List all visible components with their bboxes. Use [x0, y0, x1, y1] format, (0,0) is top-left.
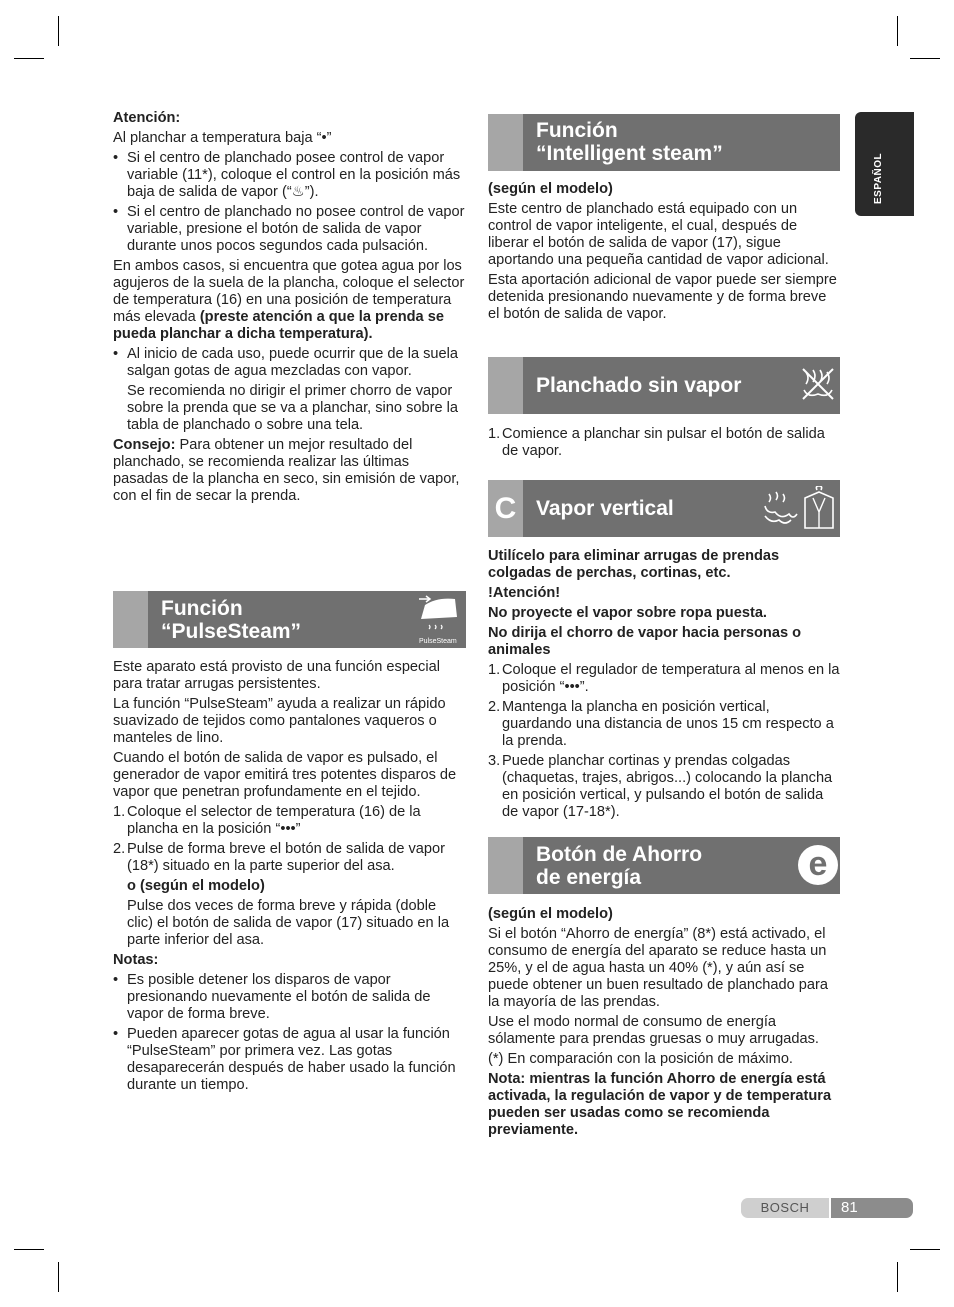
crop-mark	[14, 58, 44, 59]
language-tab-label: ESPAÑOL	[873, 152, 884, 204]
header-tab	[488, 357, 523, 414]
ahorro-energia-header	[488, 837, 840, 894]
header-tab	[488, 114, 523, 171]
vert-step-3: 3. Puede planchar cortinas y prendas colgadas (chaquetas, trajes, abrigos...) colocando la plancha en posición vertical, y pulsando el botón de salida de vapor (17-18*).	[488, 753, 833, 820]
vert-bold-4: No dirija el chorro de vapor hacia personas o animales	[488, 625, 802, 658]
intelligent-steam-header	[488, 114, 840, 171]
eco-icon: e	[798, 845, 838, 885]
header-tab	[488, 480, 523, 537]
language-tab	[855, 112, 914, 216]
consejo-paragraph: Consejo: Para obtener un mejor resultado del planchado, se recomienda realizar las últimas pasadas de la plancha en seco, sin emisión de vapor, con el fin de secar la prenda.	[113, 437, 460, 504]
eco-paragraph-3: (*) En comparación con la posición de máximo.	[488, 1051, 793, 1067]
vertical-steam-icon	[761, 486, 837, 537]
pulse-paragraph-3: Cuando el botón de salida de vapor es pulsado, el generador de vapor emitirá tres potentes disparos de vapor que penetran profundamente en el tejido.	[113, 750, 457, 800]
eco-nota: Nota: mientras la función Ahorro de energía está activada, la regulación de vapor y de temperatura pueden ser usadas como se recomienda previamente.	[488, 1071, 832, 1138]
ahorro-energia-body	[488, 906, 840, 1142]
sin-vapor-step-1: 1. Comience a planchar sin pulsar el botón de salida de vapor.	[488, 426, 825, 459]
notas-bullet-1: • Es posible detener los disparos de vapor presionando nuevamente el botón de salida de vapor de forma breve.	[113, 972, 466, 1023]
vapor-vertical-header	[488, 480, 840, 537]
crop-mark	[910, 58, 940, 59]
notas-title: Notas:	[113, 952, 159, 968]
eco-paragraph-1: Si el botón “Ahorro de energía” (8*) está activado, el consumo de energía del aparato se reduce hasta un 25%, y el de agua hasta un 40% (*), y aún así se puede obtener un buen resultado de planchado para la mayoría de las prendas.	[488, 926, 828, 1010]
planchado-sin-vapor-header	[488, 357, 840, 414]
left-column-lower	[113, 659, 466, 1097]
vert-step-1: 1. Coloque el regulador de temperatura al menos en la posición “•••”.	[488, 662, 840, 695]
ambos-paragraph: En ambos casos, si encuentra que gotea agua por los agujeros de la suela de la plancha, coloque el selector de temperatura (16) en una posición de temperatura más elevada (preste atención a que la prenda se pueda planchar a dicha temperatura).	[113, 258, 465, 342]
vapor-vertical-body	[488, 548, 840, 824]
vert-bold-3: No proyecte el vapor sobre ropa puesta.	[488, 605, 767, 621]
intel-paragraph-1: Este centro de planchado está equipado con un control de vapor inteligente, el cual, después de liberar el botón de salida de vapor (17), sigue aportando una pequeña cantidad de vapor adicional.	[488, 201, 829, 268]
notas-bullet-2: • Pueden aparecer gotas de agua al usar la función “PulseSteam” por primera vez. Las gotas desaparecerán después de haber usado la función durante un tiempo.	[113, 1026, 466, 1094]
page-number: 81	[831, 1198, 913, 1218]
footer-brand: BOSCH	[741, 1198, 829, 1218]
vapor-vertical-letter: C	[494, 492, 517, 525]
eco-modelo: (según el modelo)	[488, 906, 613, 922]
pulse-step-2: 2. Pulse de forma breve el botón de salida de vapor (18*) situado en la parte superior del asa.	[113, 841, 446, 874]
planchado-sin-vapor-body	[488, 426, 840, 463]
atencion-title: Atención:	[113, 110, 181, 126]
uso-bullet: • Al inicio de cada uso, puede ocurrir que de la suela salgan gotas de agua mezcladas con vapor.	[113, 346, 466, 380]
crop-mark	[897, 1262, 898, 1292]
pulse-paragraph-2: La función “PulseSteam” ayuda a realizar un rápido suavizado de tejidos como pantalones vaqueros o manteles de lino.	[113, 696, 446, 746]
eco-paragraph-2: Use el modo normal de consumo de energía sólamente para prendas gruesas o muy arrugadas.	[488, 1014, 819, 1047]
planchado-sin-vapor-title: Planchado sin vapor	[536, 374, 742, 397]
uso-bullet-continuation: Se recomienda no dirigir el primer chorro de vapor sobre la prenda que se va a planchar, sino sobre la tabla de planchado o sobre una tela.	[127, 383, 459, 433]
left-column-upper	[113, 110, 466, 508]
atencion-bullet-1: • Si el centro de planchado posee control de vapor variable (11*), coloque el control en la posición más baja de salida de vapor (“♨”).	[113, 150, 466, 201]
header-tab	[113, 591, 148, 648]
crop-mark	[910, 1249, 940, 1250]
pulsesteam-icon-label: PulseSteam	[419, 638, 457, 645]
crop-mark	[58, 1262, 59, 1292]
intelligent-steam-body	[488, 181, 840, 326]
vert-step-2: 2. Mantenga la plancha en posición vertical, guardando una distancia de unos 15 cm respecto a la prenda.	[488, 699, 834, 749]
pulse-step-2-continuation: Pulse dos veces de forma breve y rápida (doble clic) el botón de salida de vapor (17) situado en la parte inferior del asa.	[127, 898, 450, 948]
vapor-vertical-title: Vapor vertical	[536, 497, 674, 520]
atencion-intro: Al planchar a temperatura baja “•”	[113, 130, 332, 146]
pulsesteam-icon	[415, 593, 463, 645]
atencion-bullet-2: • Si el centro de planchado no posee control de vapor variable, presione el botón de salida de vapor durante unos pocos segundos cada pulsación.	[113, 204, 466, 255]
crop-mark	[14, 1249, 44, 1250]
intel-paragraph-2: Esta aportación adicional de vapor puede ser siempre detenida presionando nuevamente y de forma breve el botón de salida de vapor.	[488, 272, 837, 322]
no-steam-icon	[800, 366, 836, 409]
pulsesteam-title: Función “PulseSteam”	[161, 597, 302, 643]
intelligent-steam-title: Función “Intelligent steam”	[536, 119, 723, 165]
pulse-paragraph-1: Este aparato está provisto de una función especial para tratar arrugas persistentes.	[113, 659, 440, 692]
vert-bold-1: Utilícelo para eliminar arrugas de prendas colgadas de perchas, cortinas, etc.	[488, 548, 780, 581]
pulsesteam-header	[113, 591, 466, 648]
pulse-o-modelo: o (según el modelo)	[127, 878, 265, 894]
ahorro-energia-title: Botón de Ahorro de energía	[536, 843, 703, 889]
vert-bold-2: !Atención!	[488, 585, 561, 601]
intel-modelo: (según el modelo)	[488, 181, 613, 197]
pulse-step-1: 1. Coloque el selector de temperatura (16) de la plancha en la posición “•••”	[113, 804, 421, 837]
crop-mark	[897, 16, 898, 46]
crop-mark	[58, 16, 59, 46]
header-tab	[488, 837, 523, 894]
